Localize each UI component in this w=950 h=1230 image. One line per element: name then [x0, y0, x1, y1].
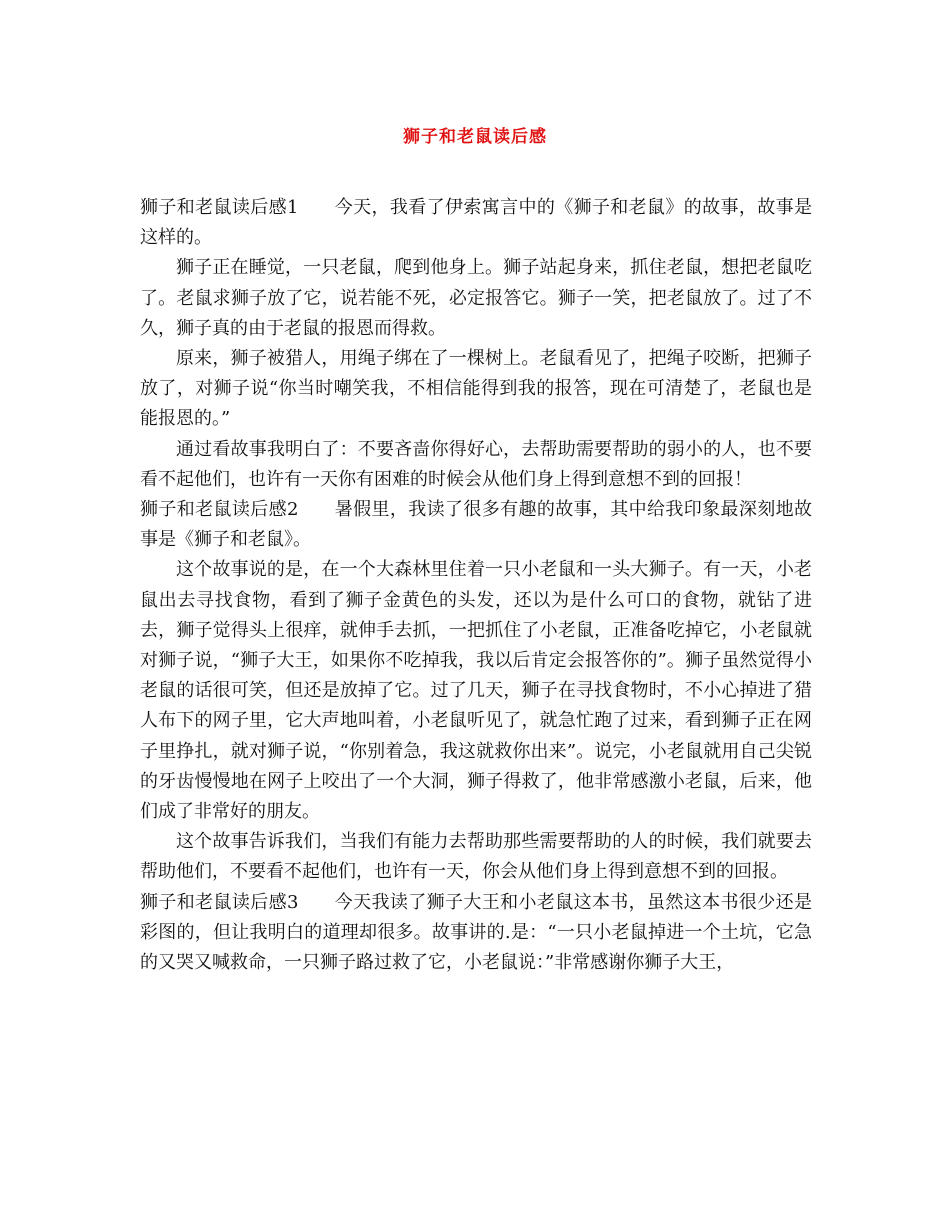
- essay-1-intro-text: 今天，我看了伊索寓言中的《狮子和老鼠》的故事，故事是这样的。: [140, 197, 812, 249]
- essay-2-paragraph-1: 这个故事说的是，在一个大森林里住着一只小老鼠和一头大狮子。有一天，小老鼠出去寻找食物，看到了狮子金黄色的头发，还以为是什么可口的食物，就钻了进去，狮子觉得头上很痒，就伸手去抓，一把抓住了小老鼠，正准备吃掉它，小老鼠就对狮子说，“狮子大王，如果你不吃掉我，我以后肯定会报答你的”。狮子虽然觉得小老鼠的话很可笑，但还是放掉了它。过了几天，狮子在寻找食物时，不小心掉进了猎人布下的网子里，它大声地叫着，小老鼠听见了，就急忙跑了过来，看到狮子正在网子里挣扎，就对狮子说，“你别着急，我这就救你出来”。说完，小老鼠就用自己尖锐的牙齿慢慢地在网子上咬出了一个大洞，狮子得救了，他非常感激小老鼠，后来，他们成了非常好的朋友。: [140, 559, 812, 823]
- essay-2-intro-text: 暑假里，我读了很多有趣的故事，其中给我印象最深刻地故事是《狮子和老鼠》。: [140, 499, 812, 551]
- document-body: [140, 193, 812, 978]
- essay-1-paragraph-3: 通过看故事我明白了：不要吝啬你得好心，去帮助需要帮助的弱小的人，也不要看不起他们，也许有一天你有困难的时候会从他们身上得到意想不到的回报！: [140, 438, 812, 490]
- document-title: 狮子和老鼠读后感: [403, 127, 547, 147]
- essay-1-label: 狮子和老鼠读后感1: [140, 197, 299, 218]
- essay-3-first-paragraph: [140, 888, 812, 979]
- essay-2-label: 狮子和老鼠读后感2: [140, 499, 299, 521]
- essay-3-label: 狮子和老鼠读后感3: [140, 891, 299, 913]
- essay-1-paragraph-2: 原来，狮子被猎人，用绳子绑在了一棵树上。老鼠看见了，把绳子咬断，把狮子放了，对狮子说“你当时嘲笑我，不相信能得到我的报答，现在可清楚了，老鼠也是能报恩的。”: [140, 348, 812, 430]
- essay-2-first-paragraph: [140, 495, 812, 555]
- essay-3-intro-text: 今天我读了狮子大王和小老鼠这本书，虽然这本书很少还是彩图的，但让我明白的道理却很多。故事讲的.是：“一只小老鼠掉进一个土坑，它急的又哭又喊救命，一只狮子路过救了它，小老鼠说：”非常感谢你狮子大王，: [140, 891, 812, 974]
- essay-1-first-paragraph: [140, 193, 812, 253]
- essay-1-paragraph-1: 狮子正在睡觉，一只老鼠，爬到他身上。狮子站起身来，抓住老鼠，想把老鼠吃了。老鼠求狮子放了它，说若能不死，必定报答它。狮子一笑，把老鼠放了。过了不久，狮子真的由于老鼠的报恩而得救。: [140, 257, 812, 339]
- essay-2-paragraph-2: 这个故事告诉我们，当我们有能力去帮助那些需要帮助的人的时候，我们就要去帮助他们，不要看不起他们，也许有一天，你会从他们身上得到意想不到的回报。: [140, 831, 812, 883]
